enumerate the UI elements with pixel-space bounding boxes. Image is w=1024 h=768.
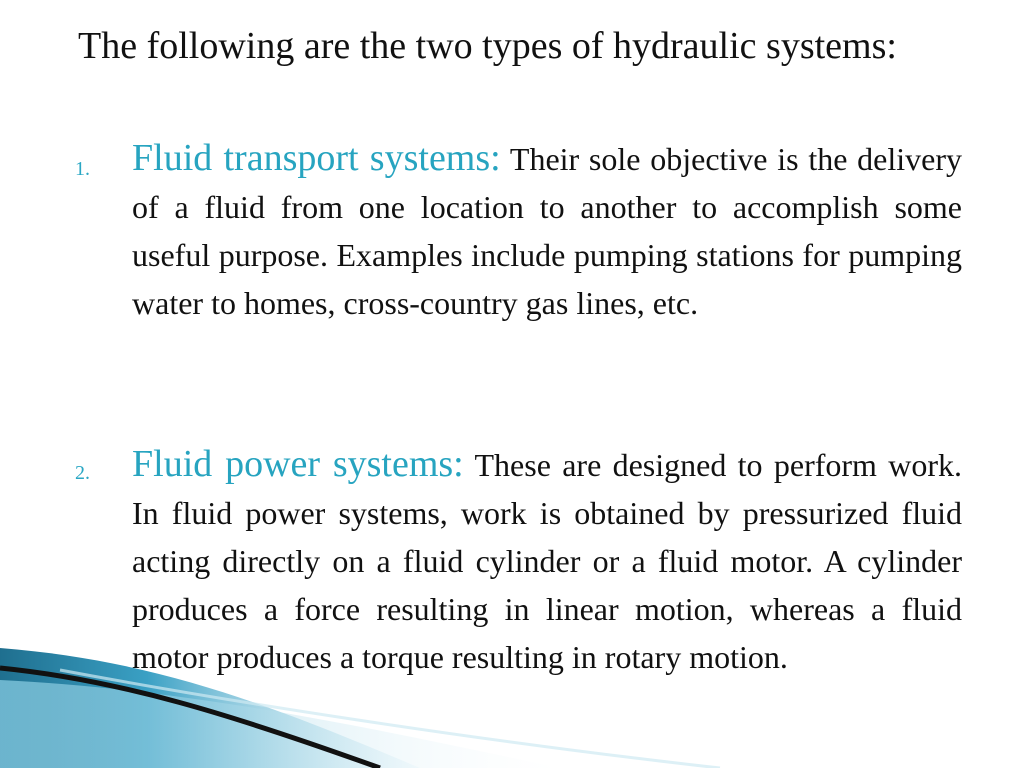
list-item-body xyxy=(132,134,962,327)
item-heading: Fluid transport systems: xyxy=(132,137,501,179)
decorative-wave xyxy=(0,640,1024,768)
item-text: These are designed to perform work. In fluid power systems, work is obtained by pressurized fluid acting directly on a fluid cylinder or a fluid motor. A cylinder produces a force resulting in linear motion, whereas a fluid motor produces a torque resulting in rotary motion. xyxy=(132,447,963,675)
list-number: 2. xyxy=(75,462,90,484)
item-heading: Fluid power systems: xyxy=(132,443,464,485)
intro-paragraph: The following are the two types of hydraulic systems: xyxy=(78,25,897,67)
item-text: Their sole objective is the delivery of a fluid from one location to another to accomplish some useful purpose. Examples include pumping stations for pumping water to homes, cross-country gas lines, etc. xyxy=(132,141,963,321)
list-number: 1. xyxy=(75,158,90,180)
